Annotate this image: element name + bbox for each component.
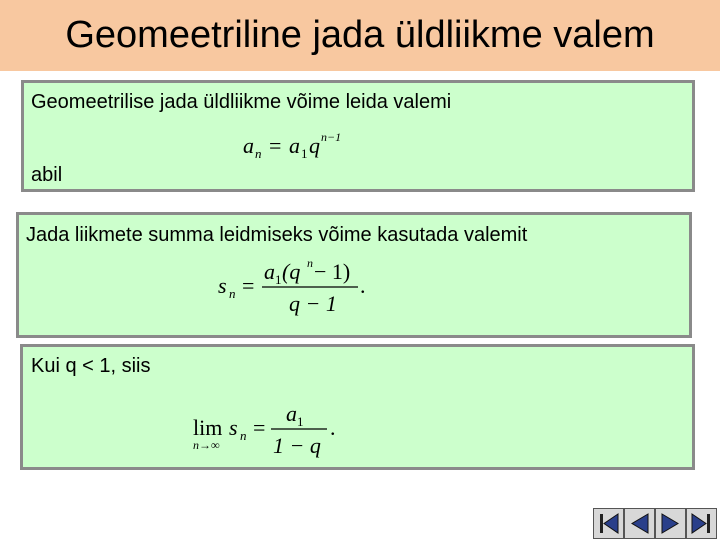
sum-num-a: a <box>264 259 275 284</box>
last-icon <box>687 509 716 538</box>
last-slide-button[interactable] <box>686 508 717 539</box>
formula-lhs-base: a <box>243 133 254 158</box>
formula-rhs-sup: n−1 <box>321 130 342 144</box>
limit-num-sub: 1 <box>297 414 304 429</box>
sum-equals: = <box>242 273 255 298</box>
sum-num-sup: n <box>307 256 313 270</box>
limit-equals: = <box>253 415 266 440</box>
limit-sub: n→∞ <box>193 438 220 452</box>
title-bar <box>0 0 720 71</box>
general-term-box <box>21 80 695 192</box>
sum-denominator: q − 1 <box>289 291 337 316</box>
general-term-intro-text: Geomeetrilise jada üldliikme võime leida valemi <box>31 91 452 113</box>
limit-period: . <box>330 415 336 440</box>
first-icon <box>594 509 623 538</box>
sum-intro-text: Jada liikmete summa leidmiseks võime kasutada valemit <box>26 224 528 246</box>
formula-lhs-sub: n <box>255 146 262 161</box>
limit-denominator: 1 − q <box>273 433 321 458</box>
sum-formula <box>214 255 374 323</box>
limit-s: s <box>229 415 238 440</box>
sum-num-sub: 1 <box>275 272 282 287</box>
limit-formula-box <box>20 344 695 470</box>
general-term-formula <box>239 127 349 163</box>
first-slide-button[interactable] <box>593 508 624 539</box>
limit-formula <box>191 401 341 465</box>
formula-rhs-sub: 1 <box>301 146 308 161</box>
prev-icon <box>625 509 654 538</box>
slide-navigation <box>593 508 719 540</box>
next-icon <box>656 509 685 538</box>
limit-s-sub: n <box>240 428 247 443</box>
limit-lim: lim <box>193 415 223 440</box>
sum-num-tail: − 1) <box>314 259 351 284</box>
sum-formula-box <box>16 212 692 338</box>
sum-num-q: (q <box>282 259 301 284</box>
formula-equals: = <box>269 133 282 158</box>
next-slide-button[interactable] <box>655 508 686 539</box>
formula-rhs-a: a <box>289 133 300 158</box>
page-title: Geomeetriline jada üldliikme valem <box>65 14 655 56</box>
formula-rhs-q: q <box>309 133 320 158</box>
limit-num-a: a <box>286 401 297 426</box>
previous-slide-button[interactable] <box>624 508 655 539</box>
limit-condition-text: Kui q < 1, siis <box>31 355 151 377</box>
general-term-abil-text: abil <box>31 164 63 186</box>
sum-lhs-s: s <box>218 273 227 298</box>
sum-lhs-sub: n <box>229 286 236 301</box>
sum-period: . <box>360 273 366 298</box>
